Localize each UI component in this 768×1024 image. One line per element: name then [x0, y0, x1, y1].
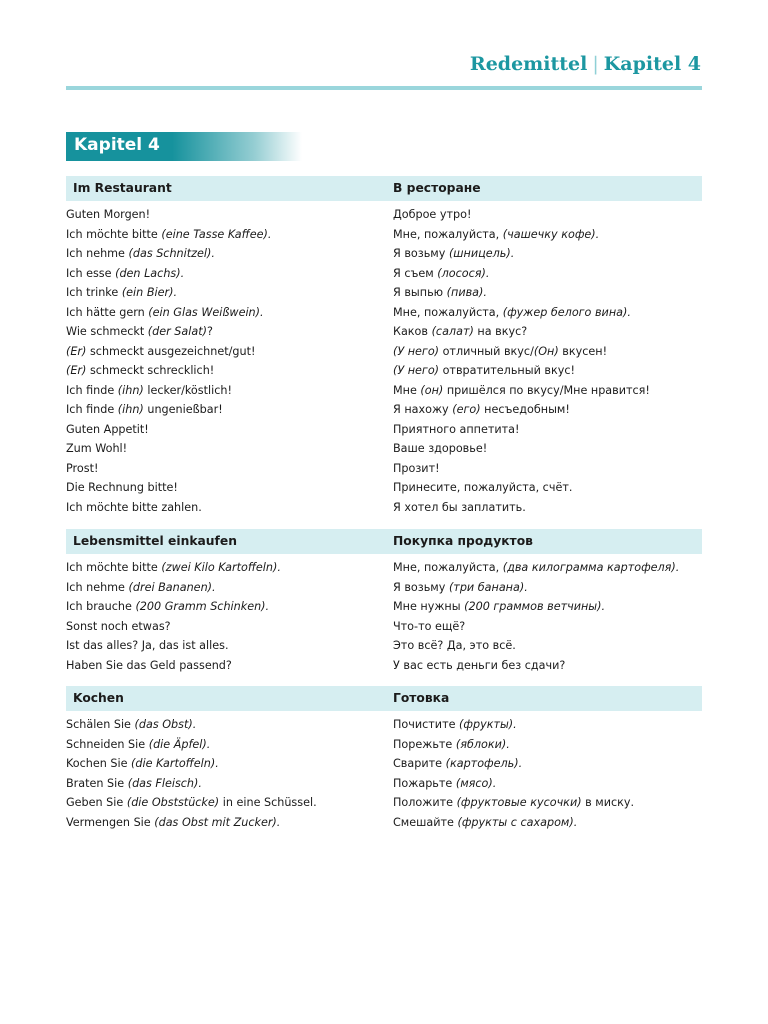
phrase-italic-part: (шницель). [448, 247, 515, 260]
phrase-list [66, 208, 702, 520]
phrase-row [66, 757, 702, 777]
phrase-list [66, 718, 702, 835]
section-title-ru: Готовка [393, 691, 450, 705]
phrase-ru [393, 718, 517, 731]
phrase-de [66, 423, 149, 436]
running-header-chapter: Kapitel 4 [603, 53, 701, 75]
section-title-ru: В ресторане [393, 181, 481, 195]
phrase-italic-part: (der Salat) [147, 325, 207, 338]
phrase-row [66, 286, 702, 306]
phrase-de [66, 600, 269, 613]
phrase-de [66, 757, 219, 770]
phrase-ru [393, 462, 440, 475]
phrase-de [66, 247, 215, 260]
phrase-italic-part: (das Obst mit Zucker). [154, 815, 281, 829]
phrase-row [66, 600, 702, 620]
phrase-ru [393, 286, 487, 299]
phrase-ru [393, 423, 519, 436]
phrase-row [66, 228, 702, 248]
phrase-row [66, 501, 702, 521]
phrase-italic-part: (У него) [393, 364, 440, 377]
phrase-text-part: Schälen Sie [66, 718, 135, 731]
phrase-text-part: schmeckt ausgezeichnet/gut! [86, 344, 256, 358]
phrase-de [66, 345, 255, 358]
phrase-italic-part: (он) [420, 383, 444, 397]
phrase-text-part: Положите [393, 796, 457, 809]
phrase-ru [393, 620, 465, 633]
phrase-text-part: Guten Morgen! [66, 208, 151, 221]
phrase-italic-part: (У него) [393, 344, 440, 358]
phrase-ru [393, 442, 487, 455]
phrase-text-part: ? [206, 325, 213, 338]
phrase-italic-part: (три банана). [448, 580, 528, 594]
phrase-italic-part: (200 Gramm Schinken). [135, 600, 270, 613]
phrase-de [66, 796, 317, 809]
phrase-italic-part: (фрукты с сахаром). [457, 815, 578, 829]
phrase-ru [393, 384, 650, 397]
phrase-ru [393, 403, 570, 416]
phrase-text-part: Порежьте [393, 737, 456, 751]
phrase-de [66, 306, 264, 319]
phrase-italic-part: (ein Bier). [121, 286, 178, 299]
phrase-text-part: Ich hätte gern [66, 305, 149, 319]
phrase-text-part: Я возьму [393, 247, 449, 260]
phrase-text-part: в миску. [581, 796, 635, 809]
phrase-ru [393, 228, 599, 241]
phrase-text-part: Я выпью [393, 286, 447, 299]
phrase-text-part: Vermengen Sie [66, 815, 155, 829]
phrase-text-part: Почистите [393, 718, 460, 731]
phrase-de [66, 462, 98, 475]
phrase-text-part: Die Rechnung bitte! [66, 481, 178, 494]
phrase-text-part: Приятного аппетита! [393, 422, 520, 436]
phrase-text-part: Ich finde [66, 403, 118, 416]
phrase-ru [393, 561, 679, 574]
phrase-text-part: Мне, пожалуйста, [393, 561, 503, 574]
phrase-text-part: Каков [393, 325, 432, 338]
phrase-row [66, 796, 702, 816]
phrase-row [66, 481, 702, 501]
phrase-italic-part: (Er) [66, 364, 87, 377]
phrase-italic-part: (das Schnitzel). [128, 247, 215, 260]
phrase-italic-part: (200 граммов ветчины). [464, 600, 606, 613]
phrase-text-part: Ich möchte bitte [66, 227, 162, 241]
chapter-title: Kapitel 4 [74, 135, 160, 155]
phrase-text-part: Geben Sie [66, 796, 127, 809]
phrase-text-part: Schneiden Sie [66, 737, 149, 751]
phrase-text-part: пришёлся по вкусу/Мне нравится! [443, 383, 650, 397]
phrase-text-part: Мне нужны [393, 600, 465, 613]
phrase-de [66, 325, 213, 338]
phrase-italic-part: (фужер белого вина). [502, 305, 631, 319]
phrase-de [66, 286, 177, 299]
phrase-de [66, 581, 216, 594]
phrase-de [66, 659, 232, 672]
phrase-text-part: Мне [393, 383, 421, 397]
phrase-ru [393, 481, 572, 494]
section-title-de: Kochen [73, 691, 124, 705]
phrase-row [66, 581, 702, 601]
phrase-text-part: Guten Appetit! [66, 422, 149, 436]
phrase-text-part: Сварите [393, 757, 446, 770]
phrase-de [66, 267, 184, 280]
phrase-row [66, 267, 702, 287]
phrase-text-part: Ich finde [66, 383, 118, 397]
phrase-text-part: Ich trinke [66, 286, 122, 299]
running-header [470, 53, 701, 75]
phrase-italic-part: (eine Tasse Kaffee). [161, 227, 272, 241]
phrase-italic-part: (das Fleisch). [127, 776, 202, 790]
phrase-text-part: in eine Schüssel. [219, 796, 317, 809]
section-title-de: Lebensmittel einkaufen [73, 534, 237, 548]
phrase-row [66, 306, 702, 326]
phrase-text-part: Ich esse [66, 266, 116, 280]
phrase-row [66, 247, 702, 267]
phrase-text-part: Прозит! [393, 461, 440, 475]
phrase-italic-part: (ihn) [117, 383, 144, 397]
phrase-ru [393, 738, 510, 751]
running-header-section: Redemittel [469, 53, 588, 75]
header-rule [66, 86, 702, 90]
phrase-text-part: Пожарьте [393, 776, 456, 790]
phrase-ru [393, 600, 605, 613]
phrase-list [66, 561, 702, 678]
phrase-de [66, 561, 281, 574]
phrase-italic-part: (два килограмма картофеля). [502, 561, 680, 574]
phrase-text-part: Ist das alles? Ja, das ist alles. [66, 639, 229, 652]
phrase-text-part: schmeckt schrecklich! [86, 364, 215, 377]
phrase-italic-part: (лосося). [437, 266, 490, 280]
section-restaurant [66, 176, 702, 520]
chapter-banner [66, 132, 302, 161]
phrase-de [66, 639, 229, 652]
phrase-de [66, 403, 223, 416]
phrase-text-part: Ich brauche [66, 600, 136, 613]
section-shopping [66, 529, 702, 678]
phrase-italic-part: (яблоки). [455, 737, 510, 751]
phrase-text-part: Принесите, пожалуйста, счёт. [393, 481, 573, 494]
section-header [66, 176, 702, 201]
phrase-de [66, 442, 127, 455]
phrase-italic-part: (его) [452, 403, 481, 416]
phrase-text-part: lecker/köstlich! [143, 383, 232, 397]
phrase-text-part: отличный вкус/ [439, 344, 534, 358]
phrase-text-part: Wie schmeckt [66, 325, 148, 338]
phrase-row [66, 620, 702, 640]
phrase-row [66, 403, 702, 423]
phrase-ru [393, 777, 496, 790]
phrase-text-part: Что-то ещё? [393, 619, 466, 633]
phrase-ru [393, 757, 522, 770]
phrase-ru [393, 325, 527, 338]
phrase-row [66, 659, 702, 679]
phrase-text-part: Braten Sie [66, 776, 128, 790]
phrase-row [66, 462, 702, 482]
phrase-de [66, 620, 171, 633]
phrase-text-part: Доброе утро! [393, 208, 472, 221]
phrase-de [66, 816, 280, 829]
phrase-ru [393, 267, 489, 280]
phrase-ru [393, 364, 575, 377]
phrase-de [66, 718, 196, 731]
phrase-italic-part: (Er) [66, 344, 87, 358]
phrase-text-part: Haben Sie das Geld passend? [66, 658, 232, 672]
phrase-ru [393, 501, 526, 514]
phrase-italic-part: (салат) [431, 325, 474, 338]
phrase-text-part: отвратительный вкус! [439, 364, 576, 377]
phrase-row [66, 364, 702, 384]
phrase-italic-part: (мясо). [455, 776, 497, 790]
phrase-italic-part: (die Obststücke) [126, 796, 220, 809]
phrase-de [66, 501, 202, 514]
phrase-text-part: Ваше здоровье! [393, 442, 488, 455]
phrase-italic-part: (das Obst). [134, 718, 197, 731]
phrase-text-part: Смешайте [393, 815, 458, 829]
phrase-row [66, 561, 702, 581]
section-title-ru: Покупка продуктов [393, 534, 533, 548]
phrase-italic-part: (чашечку кофе). [502, 227, 600, 241]
phrase-row [66, 816, 702, 836]
phrase-ru [393, 208, 471, 221]
phrase-text-part: несъедобным! [480, 403, 570, 416]
phrase-text-part: Ich möchte bitte zahlen. [66, 500, 202, 514]
phrase-row [66, 325, 702, 345]
phrase-de [66, 738, 210, 751]
phrase-row [66, 423, 702, 443]
phrase-italic-part: (пива). [446, 286, 487, 299]
phrase-de [66, 208, 150, 221]
phrase-italic-part: (ein Glas Weißwein). [148, 305, 264, 319]
phrase-ru [393, 639, 516, 652]
phrase-italic-part: (фруктовые кусочки) [456, 796, 582, 809]
phrase-italic-part: (die Äpfel). [148, 737, 211, 751]
phrase-italic-part: (drei Bananen). [128, 580, 216, 594]
phrase-text-part: Мне, пожалуйста, [393, 305, 503, 319]
section-title-de: Im Restaurant [73, 181, 172, 195]
phrase-text-part: Я съем [393, 266, 438, 280]
phrase-de [66, 364, 214, 377]
phrase-row [66, 384, 702, 404]
phrase-text-part: Zum Wohl! [66, 442, 128, 455]
running-header-separator: | [592, 53, 599, 75]
phrase-text-part: Ich nehme [66, 580, 129, 594]
section-header [66, 686, 702, 711]
phrase-row [66, 208, 702, 228]
phrase-de [66, 228, 271, 241]
phrase-text-part: вкусен! [558, 344, 608, 358]
phrase-italic-part: (den Lachs). [115, 266, 185, 280]
phrase-de [66, 384, 232, 397]
phrase-italic-part: (картофель). [445, 757, 523, 770]
phrase-italic-part: (ihn) [117, 403, 144, 416]
phrase-row [66, 738, 702, 758]
phrase-row [66, 639, 702, 659]
phrase-text-part: Sonst noch etwas? [66, 619, 171, 633]
phrase-text-part: Мне, пожалуйста, [393, 227, 503, 241]
phrase-de [66, 777, 202, 790]
phrase-ru [393, 306, 631, 319]
phrase-text-part: Я хотел бы заплатить. [393, 500, 526, 514]
phrase-text-part: Это всё? Да, это всё. [393, 639, 516, 652]
phrase-ru [393, 247, 514, 260]
phrase-text-part: Я возьму [393, 580, 449, 594]
phrase-ru [393, 796, 634, 809]
phrase-row [66, 718, 702, 738]
phrase-text-part: Ich möchte bitte [66, 561, 162, 574]
phrase-text-part: на вкус? [473, 325, 528, 338]
phrase-row [66, 345, 702, 365]
section-cooking [66, 686, 702, 835]
phrase-italic-part: (фрукты). [459, 718, 517, 731]
phrase-text-part: Я нахожу [393, 403, 453, 416]
phrase-de [66, 481, 178, 494]
phrase-italic-part: (die Kartoffeln). [131, 757, 219, 770]
phrase-ru [393, 816, 577, 829]
phrase-text-part: ungenießbar! [143, 403, 223, 416]
phrase-ru [393, 345, 607, 358]
section-header [66, 529, 702, 554]
phrase-text-part: У вас есть деньги без сдачи? [393, 658, 566, 672]
phrase-text-part: Kochen Sie [66, 757, 132, 770]
phrase-row [66, 442, 702, 462]
phrase-ru [393, 581, 528, 594]
phrase-text-part: Ich nehme [66, 247, 129, 260]
phrase-italic-part: (zwei Kilo Kartoffeln). [161, 561, 281, 574]
phrase-italic-part: (Он) [533, 344, 559, 358]
phrase-text-part: Prost! [66, 461, 99, 475]
phrase-row [66, 777, 702, 797]
phrase-ru [393, 659, 565, 672]
